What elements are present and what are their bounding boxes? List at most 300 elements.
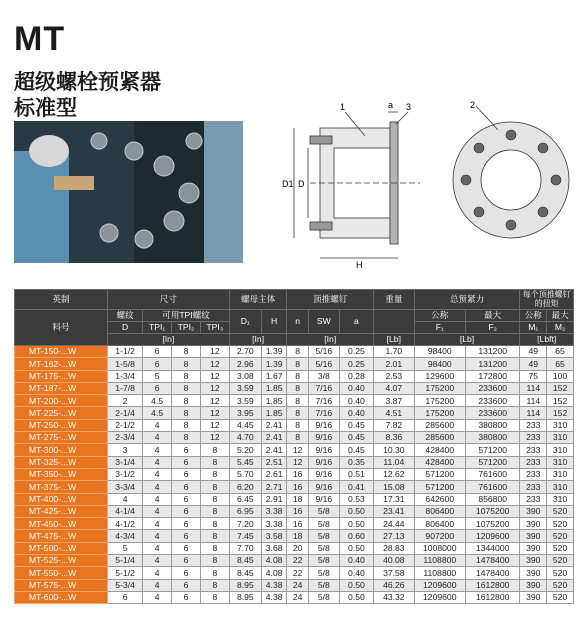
- table-cell: 12: [200, 395, 229, 407]
- header-d: D: [107, 322, 142, 334]
- table-cell: 5.20: [229, 444, 261, 456]
- table-cell: 8: [172, 432, 201, 444]
- model-cell: MT-400-...W: [15, 493, 108, 505]
- table-cell: 8: [172, 395, 201, 407]
- table-cell: 2.51: [261, 456, 287, 468]
- table-cell: 0.50: [339, 579, 373, 591]
- table-cell: 4-3/4: [107, 530, 142, 542]
- table-cell: 12: [200, 358, 229, 370]
- model-cell: MT-525-...W: [15, 555, 108, 567]
- table-cell: 380800: [465, 419, 520, 431]
- table-row: [15, 542, 574, 554]
- model-cell: MT-225-...W: [15, 407, 108, 419]
- table-cell: 1.39: [261, 358, 287, 370]
- table-row: [15, 407, 574, 419]
- table-cell: 1.70: [374, 346, 415, 358]
- table-cell: 8: [287, 358, 308, 370]
- table-cell: 1108800: [414, 567, 465, 579]
- table-cell: 40.08: [374, 555, 415, 567]
- header-a: a: [339, 310, 373, 334]
- table-cell: 4: [143, 530, 172, 542]
- table-cell: 1.85: [261, 407, 287, 419]
- table-cell: 8: [287, 432, 308, 444]
- table-cell: 12: [200, 419, 229, 431]
- table-cell: 8: [287, 346, 308, 358]
- table-cell: 4: [143, 481, 172, 493]
- table-cell: 5/8: [308, 542, 339, 554]
- table-cell: 4.5: [143, 407, 172, 419]
- table-cell: 907200: [414, 530, 465, 542]
- table-cell: 5/8: [308, 567, 339, 579]
- table-cell: 520: [547, 579, 574, 591]
- table-cell: 0.45: [339, 432, 373, 444]
- table-cell: 310: [547, 481, 574, 493]
- product-title: 超级螺栓预紧器: [14, 71, 161, 94]
- table-cell: 1008000: [414, 542, 465, 554]
- table-cell: 1-1/2: [107, 346, 142, 358]
- unit-lb2: [Lb]: [414, 334, 520, 346]
- installation-photo: [14, 121, 243, 263]
- table-cell: 8: [172, 407, 201, 419]
- table-cell: 16: [287, 481, 308, 493]
- model-cell: MT-475-...W: [15, 530, 108, 542]
- table-cell: 520: [547, 567, 574, 579]
- table-cell: 4: [143, 505, 172, 517]
- table-cell: 28.83: [374, 542, 415, 554]
- table-cell: 1-5/8: [107, 358, 142, 370]
- table-cell: 6: [172, 468, 201, 480]
- table-cell: 12: [200, 370, 229, 382]
- table-cell: 131200: [465, 358, 520, 370]
- table-cell: 0.25: [339, 346, 373, 358]
- model-cell: MT-275-...W: [15, 432, 108, 444]
- table-cell: 37.58: [374, 567, 415, 579]
- table-cell: 16: [287, 468, 308, 480]
- table-cell: 1075200: [465, 518, 520, 530]
- table-cell: 6: [172, 456, 201, 468]
- table-cell: 428400: [414, 456, 465, 468]
- header-m2: M₂: [547, 322, 574, 334]
- table-cell: 2.70: [229, 346, 261, 358]
- table-cell: 5: [143, 370, 172, 382]
- table-cell: 8: [172, 358, 201, 370]
- table-cell: 22: [287, 555, 308, 567]
- table-cell: 8: [287, 419, 308, 431]
- table-cell: 12: [200, 407, 229, 419]
- table-cell: 1612800: [465, 591, 520, 603]
- table-cell: 4: [143, 468, 172, 480]
- table-cell: 4: [143, 542, 172, 554]
- table-cell: 12.62: [374, 468, 415, 480]
- table-cell: 4: [143, 591, 172, 603]
- table-row: [15, 530, 574, 542]
- table-cell: 1209600: [414, 591, 465, 603]
- model-cell: MT-575-...W: [15, 579, 108, 591]
- table-cell: 2-3/4: [107, 432, 142, 444]
- label-a: a: [388, 100, 394, 110]
- table-cell: 0.51: [339, 468, 373, 480]
- table-cell: 3: [107, 444, 142, 456]
- header-total-preload: 总预紧力: [414, 290, 520, 310]
- table-cell: 175200: [414, 407, 465, 419]
- table-cell: 6: [143, 358, 172, 370]
- table-cell: 571200: [465, 444, 520, 456]
- table-cell: 390: [520, 542, 547, 554]
- table-cell: 390: [520, 505, 547, 517]
- table-cell: 390: [520, 591, 547, 603]
- model-cell: MT-187-...W: [15, 382, 108, 394]
- table-cell: 0.28: [339, 370, 373, 382]
- table-cell: 131200: [465, 346, 520, 358]
- table-cell: 0.50: [339, 505, 373, 517]
- table-cell: 8: [200, 493, 229, 505]
- table-cell: 5.70: [229, 468, 261, 480]
- table-cell: 23.41: [374, 505, 415, 517]
- table-cell: 6: [172, 481, 201, 493]
- table-cell: 761600: [465, 468, 520, 480]
- table-cell: 0.53: [339, 493, 373, 505]
- table-row: [15, 468, 574, 480]
- table-cell: 16: [287, 518, 308, 530]
- table-cell: 2-1/2: [107, 419, 142, 431]
- table-cell: 0.40: [339, 395, 373, 407]
- table-cell: 43.32: [374, 591, 415, 603]
- table-cell: 233: [520, 481, 547, 493]
- header-tpi3: TPI₃: [200, 322, 229, 334]
- table-cell: 310: [547, 493, 574, 505]
- table-cell: 8.45: [229, 555, 261, 567]
- label-2: 2: [470, 100, 476, 110]
- model-cell: MT-200-...W: [15, 395, 108, 407]
- table-cell: 8.95: [229, 591, 261, 603]
- table-row: [15, 493, 574, 505]
- table-cell: 152: [547, 407, 574, 419]
- table-cell: 4.07: [374, 382, 415, 394]
- table-cell: 233600: [465, 382, 520, 394]
- table-cell: 2: [107, 395, 142, 407]
- table-cell: 175200: [414, 382, 465, 394]
- table-cell: 5/8: [308, 579, 339, 591]
- table-cell: 233: [520, 419, 547, 431]
- table-cell: 152: [547, 395, 574, 407]
- table-cell: 6: [107, 591, 142, 603]
- table-cell: 8.95: [229, 579, 261, 591]
- table-cell: 5-1/2: [107, 567, 142, 579]
- table-cell: 17.31: [374, 493, 415, 505]
- table-cell: 571200: [414, 468, 465, 480]
- table-row: [15, 456, 574, 468]
- table-cell: 1108800: [414, 555, 465, 567]
- table-cell: 520: [547, 555, 574, 567]
- header-max2: 最大: [547, 310, 574, 322]
- table-cell: 4: [143, 456, 172, 468]
- table-cell: 1075200: [465, 505, 520, 517]
- table-cell: 233600: [465, 407, 520, 419]
- table-cell: 7.20: [229, 518, 261, 530]
- table-cell: 6: [172, 542, 201, 554]
- table-row: [15, 370, 574, 382]
- table-cell: 7.82: [374, 419, 415, 431]
- table-cell: 8: [200, 456, 229, 468]
- table-cell: 6: [172, 579, 201, 591]
- table-cell: 390: [520, 518, 547, 530]
- table-cell: 806400: [414, 518, 465, 530]
- table-cell: 8: [200, 591, 229, 603]
- table-cell: 10.30: [374, 444, 415, 456]
- table-cell: 1-3/4: [107, 370, 142, 382]
- table-cell: 4: [107, 493, 142, 505]
- table-row: [15, 358, 574, 370]
- header-weight-blank: [374, 310, 415, 334]
- table-cell: 75: [520, 370, 547, 382]
- table-cell: 310: [547, 419, 574, 431]
- header-nominal: 公称: [414, 310, 465, 322]
- table-cell: 571200: [465, 456, 520, 468]
- table-cell: 20: [287, 542, 308, 554]
- table-cell: 8: [200, 530, 229, 542]
- table-cell: 2.41: [261, 444, 287, 456]
- table-cell: 520: [547, 542, 574, 554]
- table-cell: 2.91: [261, 493, 287, 505]
- product-subtitle: 标准型: [14, 97, 77, 120]
- table-cell: 8.36: [374, 432, 415, 444]
- table-cell: 175200: [414, 395, 465, 407]
- table-cell: 8: [200, 468, 229, 480]
- table-cell: 4: [143, 555, 172, 567]
- table-cell: 380800: [465, 432, 520, 444]
- table-cell: 8: [287, 395, 308, 407]
- table-cell: 9/16: [308, 456, 339, 468]
- table-cell: 2.61: [261, 468, 287, 480]
- table-cell: 4-1/4: [107, 505, 142, 517]
- table-cell: 520: [547, 518, 574, 530]
- header-imperial: 英制: [15, 290, 108, 310]
- spec-table-body: [15, 346, 574, 604]
- table-cell: 5-1/4: [107, 555, 142, 567]
- table-cell: 4: [143, 444, 172, 456]
- table-cell: 390: [520, 567, 547, 579]
- table-cell: 4.38: [261, 579, 287, 591]
- header-weight: 重量: [374, 290, 415, 310]
- table-cell: 8.45: [229, 567, 261, 579]
- table-cell: 22: [287, 567, 308, 579]
- table-cell: 233: [520, 468, 547, 480]
- table-cell: 3-1/4: [107, 456, 142, 468]
- table-cell: 8: [200, 579, 229, 591]
- model-cell: MT-425-...W: [15, 505, 108, 517]
- label-d: D: [298, 179, 305, 189]
- model-cell: MT-300-...W: [15, 444, 108, 456]
- table-cell: 5/8: [308, 591, 339, 603]
- table-cell: 1478400: [465, 555, 520, 567]
- table-cell: 310: [547, 456, 574, 468]
- table-cell: 0.40: [339, 407, 373, 419]
- table-cell: 4: [143, 493, 172, 505]
- unit-lbft: [Lbft]: [520, 334, 574, 346]
- table-cell: 46.26: [374, 579, 415, 591]
- table-cell: 24: [287, 591, 308, 603]
- table-row: [15, 567, 574, 579]
- table-row: [15, 481, 574, 493]
- table-cell: 18: [287, 530, 308, 542]
- table-cell: 8: [172, 419, 201, 431]
- table-cell: 0.41: [339, 481, 373, 493]
- table-cell: 761600: [465, 481, 520, 493]
- table-cell: 5: [107, 542, 142, 554]
- table-cell: 3/8: [308, 370, 339, 382]
- table-row: [15, 395, 574, 407]
- table-cell: 3.59: [229, 395, 261, 407]
- table-cell: 114: [520, 407, 547, 419]
- header-thread: 螺纹: [107, 310, 142, 322]
- table-cell: 3-3/4: [107, 481, 142, 493]
- model-cell: MT-450-...W: [15, 518, 108, 530]
- model-cell: MT-175-...W: [15, 370, 108, 382]
- table-cell: 3.68: [261, 542, 287, 554]
- table-cell: 856800: [465, 493, 520, 505]
- table-cell: 4.51: [374, 407, 415, 419]
- table-cell: 18: [287, 493, 308, 505]
- table-cell: 8: [172, 370, 201, 382]
- table-cell: 98400: [414, 358, 465, 370]
- table-cell: 285600: [414, 432, 465, 444]
- table-cell: 520: [547, 591, 574, 603]
- table-cell: 4: [143, 518, 172, 530]
- table-cell: 27.13: [374, 530, 415, 542]
- table-row: [15, 346, 574, 358]
- unit-lb: [Lb]: [374, 334, 415, 346]
- table-row: [15, 444, 574, 456]
- table-cell: 3.38: [261, 505, 287, 517]
- unit-in: [In]: [107, 334, 229, 346]
- table-cell: 390: [520, 579, 547, 591]
- table-cell: 0.50: [339, 591, 373, 603]
- header-d1: D₁: [229, 310, 261, 334]
- table-row: [15, 579, 574, 591]
- table-cell: 3.08: [229, 370, 261, 382]
- table-cell: 2.71: [261, 481, 287, 493]
- table-cell: 1.85: [261, 382, 287, 394]
- model-cell: MT-325-...W: [15, 456, 108, 468]
- table-cell: 1478400: [465, 567, 520, 579]
- header-tpi2: TPI₂: [172, 322, 201, 334]
- table-cell: 114: [520, 382, 547, 394]
- table-row: [15, 505, 574, 517]
- table-cell: 0.50: [339, 542, 373, 554]
- table-cell: 6: [143, 382, 172, 394]
- table-cell: 2.41: [261, 432, 287, 444]
- table-cell: 233600: [465, 395, 520, 407]
- table-cell: 0.45: [339, 419, 373, 431]
- table-cell: 310: [547, 468, 574, 480]
- table-cell: 9/16: [308, 493, 339, 505]
- table-cell: 5/8: [308, 505, 339, 517]
- label-1: 1: [340, 102, 346, 112]
- unit-in2: [In]: [229, 334, 287, 346]
- table-cell: 520: [547, 530, 574, 542]
- table-cell: 8: [200, 567, 229, 579]
- table-cell: 5/8: [308, 555, 339, 567]
- table-cell: 4: [143, 432, 172, 444]
- table-cell: 11.04: [374, 456, 415, 468]
- table-cell: 310: [547, 444, 574, 456]
- table-cell: 233: [520, 432, 547, 444]
- front-view-diagram: [446, 100, 576, 250]
- table-row: [15, 432, 574, 444]
- table-cell: 9/16: [308, 432, 339, 444]
- table-cell: 1.39: [261, 346, 287, 358]
- table-cell: 12: [287, 456, 308, 468]
- table-cell: 310: [547, 432, 574, 444]
- table-cell: 806400: [414, 505, 465, 517]
- table-cell: 285600: [414, 419, 465, 431]
- table-cell: 6: [143, 346, 172, 358]
- table-row: [15, 382, 574, 394]
- table-cell: 3.87: [374, 395, 415, 407]
- model-cell: MT-550-...W: [15, 567, 108, 579]
- table-cell: 4: [143, 567, 172, 579]
- table-cell: 0.40: [339, 382, 373, 394]
- table-cell: 7/16: [308, 382, 339, 394]
- header-max: 最大: [465, 310, 520, 322]
- table-cell: 12: [200, 382, 229, 394]
- table-row: [15, 419, 574, 431]
- table-cell: 4-1/2: [107, 518, 142, 530]
- table-cell: 129600: [414, 370, 465, 382]
- header-tpi: 可用TPI螺纹: [143, 310, 230, 322]
- table-cell: 49: [520, 346, 547, 358]
- table-cell: 4.45: [229, 419, 261, 431]
- table-cell: 65: [547, 358, 574, 370]
- table-cell: 24.44: [374, 518, 415, 530]
- table-cell: 2-1/4: [107, 407, 142, 419]
- header-tpi1: TPI₁: [143, 322, 172, 334]
- table-cell: 0.50: [339, 518, 373, 530]
- model-cell: MT-375-...W: [15, 481, 108, 493]
- table-cell: 0.40: [339, 555, 373, 567]
- header-h: H: [261, 310, 287, 334]
- table-cell: 2.01: [374, 358, 415, 370]
- table-cell: 6.45: [229, 493, 261, 505]
- table-cell: 8: [200, 555, 229, 567]
- table-cell: 4: [143, 579, 172, 591]
- table-cell: 8: [287, 370, 308, 382]
- table-cell: 8: [200, 505, 229, 517]
- table-cell: 5-3/4: [107, 579, 142, 591]
- table-cell: 7/16: [308, 407, 339, 419]
- header-model-no: 料号: [15, 310, 108, 346]
- table-cell: 172800: [465, 370, 520, 382]
- table-cell: 4: [143, 419, 172, 431]
- table-cell: 5/8: [308, 518, 339, 530]
- table-cell: 9/16: [308, 481, 339, 493]
- table-cell: 6: [172, 505, 201, 517]
- table-cell: 65: [547, 346, 574, 358]
- table-cell: 12: [287, 444, 308, 456]
- header-n: n: [287, 310, 308, 334]
- table-cell: 3.95: [229, 407, 261, 419]
- table-cell: 6.20: [229, 481, 261, 493]
- table-cell: 5/8: [308, 530, 339, 542]
- table-cell: 9/16: [308, 419, 339, 431]
- header-nominal2: 公称: [520, 310, 547, 322]
- table-cell: 6: [172, 567, 201, 579]
- table-cell: 3.59: [229, 382, 261, 394]
- table-cell: 520: [547, 505, 574, 517]
- table-row: [15, 591, 574, 603]
- table-cell: 6: [172, 530, 201, 542]
- table-cell: 8: [172, 382, 201, 394]
